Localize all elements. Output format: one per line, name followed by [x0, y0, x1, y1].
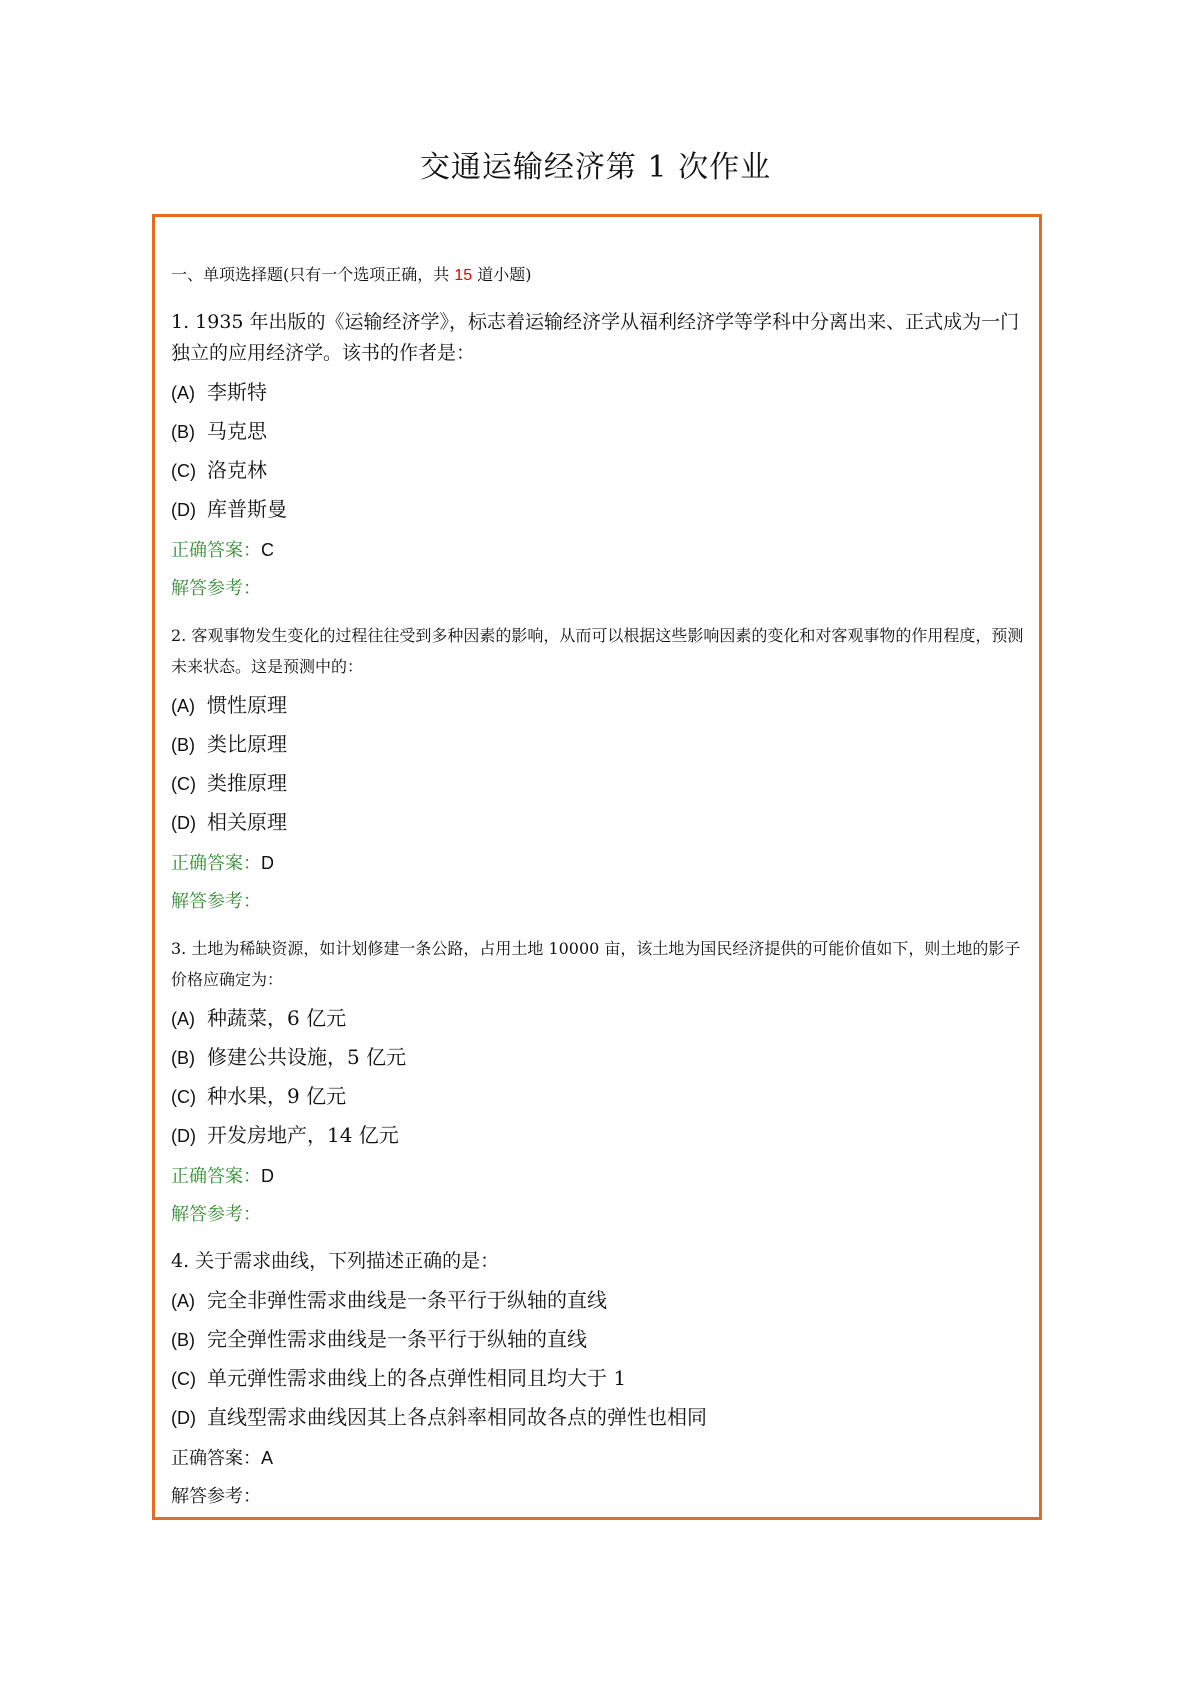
option-letter: (C): [171, 774, 196, 794]
option-text: 洛克林: [207, 458, 267, 482]
section-header-suffix: 道小题): [472, 265, 532, 284]
option-a: [171, 686, 1027, 725]
answer-value: A: [261, 1448, 274, 1468]
answer-value: C: [261, 540, 274, 560]
correct-answer: [171, 531, 1027, 570]
option-letter: (B): [171, 1048, 195, 1068]
option-text: 完全弹性需求曲线是一条平行于纵轴的直线: [207, 1327, 587, 1351]
option-letter: (A): [171, 1291, 195, 1311]
option-letter: (A): [171, 1009, 195, 1029]
option-letter: (C): [171, 1087, 196, 1107]
correct-answer: [171, 844, 1027, 883]
section-header-prefix: 一、单项选择题(只有一个选项正确，共: [171, 265, 455, 284]
option-letter: (C): [171, 461, 196, 481]
answer-reference: 解答参考：: [171, 1204, 261, 1225]
question-stem: 2. 客观事物发生变化的过程往往受到多种因素的影响，从而可以根据这些影响因素的变化和对客观事物的作用程度，预测未来状态。这是预测中的：: [171, 626, 1024, 676]
question-count: 15: [454, 267, 473, 284]
answer-label: 正确答案：: [171, 1448, 261, 1469]
correct-answer: [171, 1439, 1027, 1478]
answer-label: 正确答案：: [171, 1166, 261, 1187]
option-b: [171, 1038, 1027, 1077]
option-text: 种水果，9 亿元: [207, 1084, 347, 1108]
option-b: [171, 725, 1027, 764]
option-text: 修建公共设施，5 亿元: [207, 1045, 407, 1069]
option-text: 类比原理: [207, 732, 287, 756]
option-a: [171, 1281, 1027, 1320]
question-4: [171, 1246, 1027, 1516]
option-c: [171, 1359, 1027, 1398]
option-letter: (D): [171, 813, 196, 833]
answer-reference: 解答参考：: [171, 578, 261, 599]
option-text: 相关原理: [207, 810, 287, 834]
question-stem: 1. 1935 年出版的《运输经济学》，标志着运输经济学从福利经济学等学科中分离出来、正式成为一门独立的应用经济学。该书的作者是：: [171, 311, 1020, 364]
page-title: 交通运输经济第 1 次作业: [419, 150, 772, 185]
option-letter: (D): [171, 1126, 196, 1146]
question-1: [171, 307, 1027, 608]
option-letter: (A): [171, 383, 195, 403]
option-text: 直线型需求曲线因其上各点斜率相同故各点的弹性也相同: [207, 1405, 707, 1429]
answer-reference: 解答参考：: [171, 891, 261, 912]
option-letter: (A): [171, 696, 195, 716]
option-text: 惯性原理: [207, 693, 287, 717]
option-d: [171, 1398, 1027, 1437]
option-text: 开发房地产，14 亿元: [207, 1123, 399, 1147]
content-area: [171, 262, 1027, 1528]
option-c: [171, 1077, 1027, 1116]
option-text: 种蔬菜，6 亿元: [207, 1006, 347, 1030]
option-letter: (C): [171, 1369, 196, 1389]
option-text: 完全非弹性需求曲线是一条平行于纵轴的直线: [207, 1288, 607, 1312]
option-c: [171, 764, 1027, 803]
answer-reference: 解答参考：: [171, 1486, 261, 1507]
answer-value: D: [261, 1166, 274, 1186]
answer-label: 正确答案：: [171, 853, 261, 874]
option-a: [171, 373, 1027, 412]
option-text: 马克思: [207, 419, 267, 443]
option-d: [171, 1116, 1027, 1155]
option-letter: (B): [171, 735, 195, 755]
question-stem: 4. 关于需求曲线，下列描述正确的是：: [171, 1250, 500, 1272]
option-text: 库普斯曼: [207, 497, 287, 521]
option-text: 单元弹性需求曲线上的各点弹性相同且均大于 1: [207, 1366, 627, 1390]
option-text: 类推原理: [207, 771, 287, 795]
option-b: [171, 1320, 1027, 1359]
option-letter: (D): [171, 500, 196, 520]
question-2: [171, 620, 1027, 921]
option-letter: (B): [171, 1330, 195, 1350]
option-c: [171, 451, 1027, 490]
section-header: [171, 262, 1027, 289]
answer-value: D: [261, 853, 274, 873]
answer-label: 正确答案：: [171, 540, 261, 561]
option-b: [171, 412, 1027, 451]
option-letter: (B): [171, 422, 195, 442]
option-d: [171, 490, 1027, 529]
option-d: [171, 803, 1027, 842]
question-3: [171, 933, 1027, 1234]
correct-answer: [171, 1157, 1027, 1196]
question-stem: 3. 土地为稀缺资源，如计划修建一条公路，占用土地 10000 亩，该土地为国民经济提供的可能价值如下，则土地的影子价格应确定为：: [171, 939, 1021, 989]
option-a: [171, 999, 1027, 1038]
option-text: 李斯特: [207, 380, 267, 404]
option-letter: (D): [171, 1408, 196, 1428]
